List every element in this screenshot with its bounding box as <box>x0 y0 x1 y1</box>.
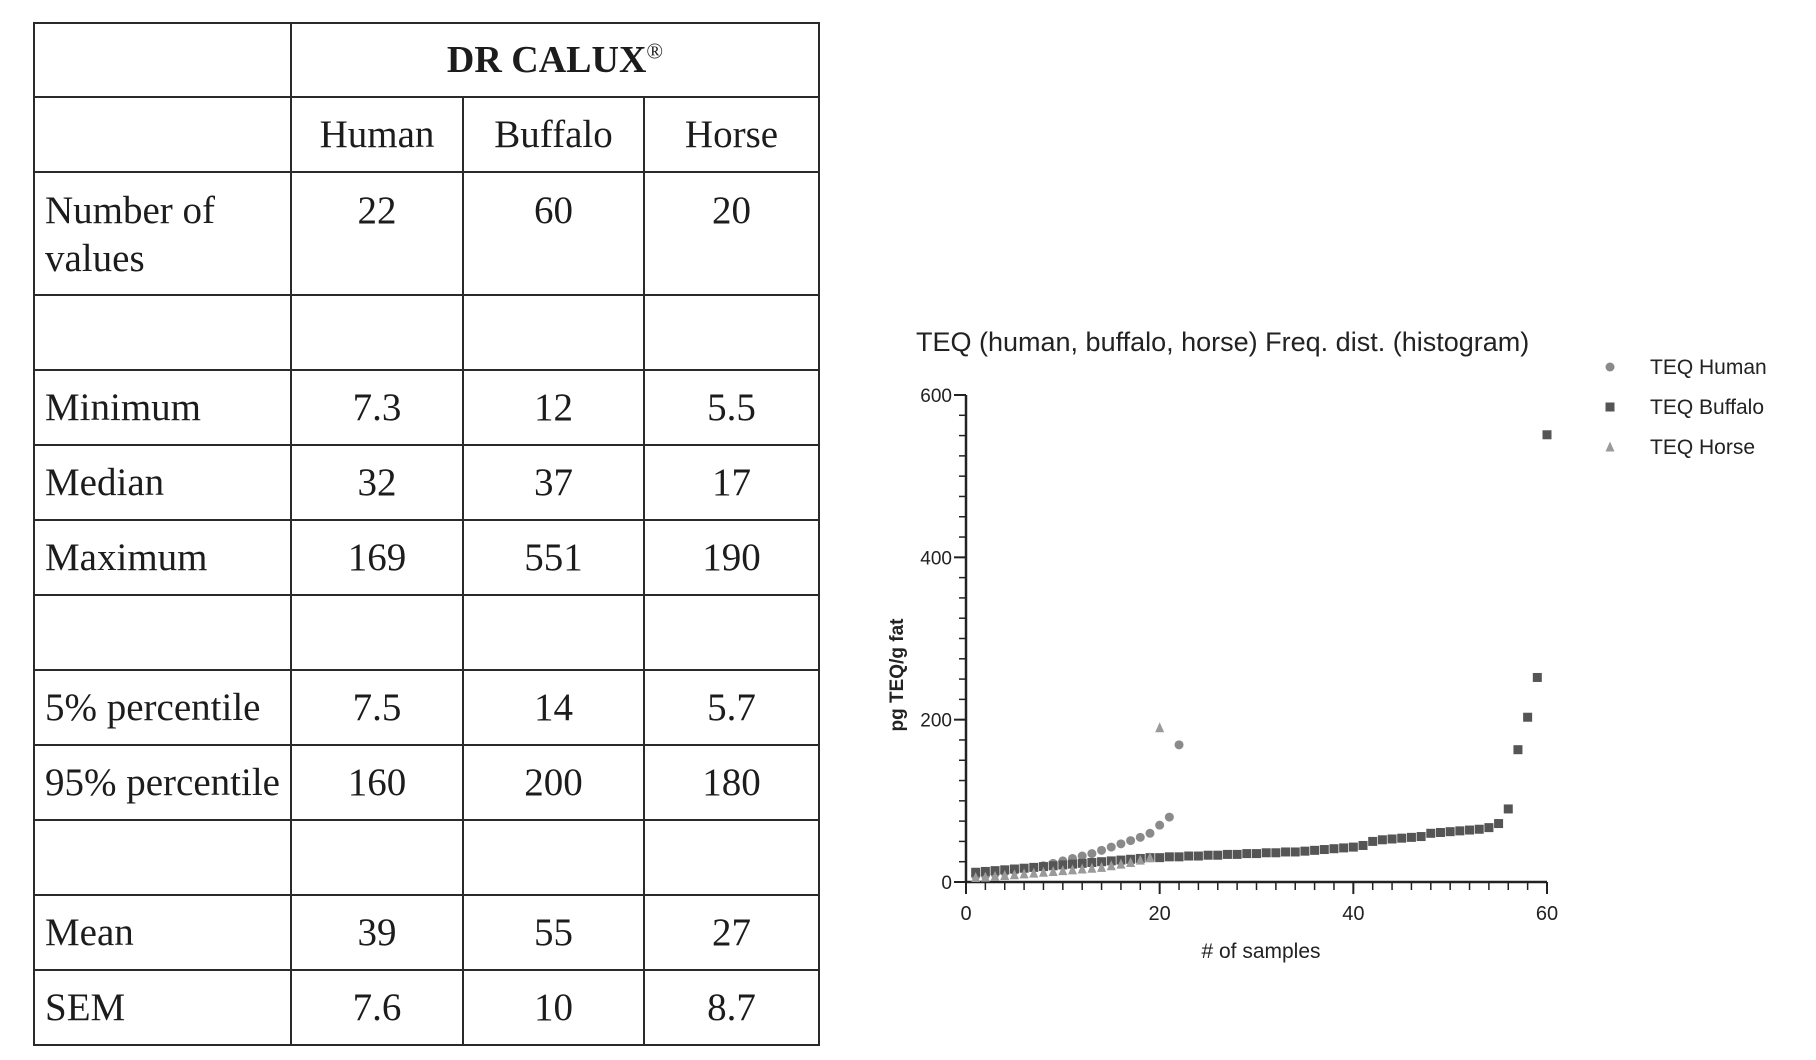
cell-human: 169 <box>291 520 463 595</box>
teq-buffalo-point <box>1233 850 1242 859</box>
cell-horse: 190 <box>644 520 819 595</box>
teq-buffalo-point <box>1213 851 1222 860</box>
teq-buffalo-point <box>1436 828 1445 837</box>
teq-buffalo-point <box>1359 841 1368 850</box>
column-header-buffalo: Buffalo <box>463 97 644 172</box>
y-axis-label: pg TEQ/g fat <box>887 618 908 732</box>
teq-buffalo-point <box>1465 826 1474 835</box>
cell-human: 39 <box>291 895 463 970</box>
teq-horse-point <box>1155 722 1164 732</box>
cell-horse: 27 <box>644 895 819 970</box>
teq-buffalo-point <box>1204 851 1213 860</box>
teq-buffalo-point <box>1271 848 1280 857</box>
spacer-cell <box>34 820 291 895</box>
teq-human-point <box>1126 836 1135 845</box>
cell-horse: 5.5 <box>644 370 819 445</box>
cell-horse: 20 <box>644 172 819 295</box>
teq-buffalo-point <box>1455 826 1464 835</box>
teq-buffalo-point <box>1223 850 1232 859</box>
row-label: Mean <box>34 895 291 970</box>
spacer-cell <box>291 820 463 895</box>
teq-buffalo-point <box>1300 847 1309 856</box>
cell-human: 7.5 <box>291 670 463 745</box>
teq-human-legend-label: TEQ Human <box>1650 356 1767 379</box>
teq-buffalo-point <box>1523 713 1532 722</box>
axes <box>920 386 1558 925</box>
cell-buffalo: 14 <box>463 670 644 745</box>
spacer-cell <box>644 295 819 370</box>
row-label: Minimum <box>34 370 291 445</box>
cell-buffalo: 200 <box>463 745 644 820</box>
y-tick-label: 400 <box>920 548 952 570</box>
cell-horse: 8.7 <box>644 970 819 1045</box>
teq-human-point <box>1155 821 1164 830</box>
teq-buffalo-point <box>1426 829 1435 838</box>
teq-buffalo-point <box>1349 843 1358 852</box>
x-tick-label: 60 <box>1535 903 1559 925</box>
teq-buffalo-point <box>1446 827 1455 836</box>
teq-buffalo-point <box>1262 848 1271 857</box>
statistics-table <box>33 22 820 1046</box>
spacer-cell <box>34 295 291 370</box>
teq-buffalo-point <box>1533 673 1542 682</box>
teq-human-point <box>1097 846 1106 855</box>
group-header-text: DR CALUX <box>446 39 647 81</box>
teq-buffalo-point <box>1155 853 1164 862</box>
teq-buffalo-point <box>1475 825 1484 834</box>
teq-buffalo-point <box>1329 844 1338 853</box>
column-header-horse: Horse <box>644 97 819 172</box>
x-tick-label: 20 <box>1148 903 1171 925</box>
cell-buffalo: 55 <box>463 895 644 970</box>
teq-human-legend-marker <box>1606 363 1615 372</box>
cell-buffalo: 37 <box>463 445 644 520</box>
row-label: Maximum <box>34 520 291 595</box>
cell-buffalo: 60 <box>463 172 644 295</box>
teq-human-point <box>1175 740 1184 749</box>
row-label: 5% percentile <box>34 670 291 745</box>
registered-mark: ® <box>646 38 664 64</box>
teq-buffalo-point <box>1281 847 1290 856</box>
teq-human-point <box>1165 813 1174 822</box>
x-axis-label: # of samples <box>1201 940 1321 963</box>
corner-cell-2 <box>34 97 291 172</box>
teq-buffalo-point <box>1407 833 1416 842</box>
data-points <box>971 430 1551 882</box>
spacer-cell <box>463 595 644 670</box>
teq-buffalo-point <box>1378 835 1387 844</box>
teq-buffalo-point <box>1417 832 1426 841</box>
cell-buffalo: 10 <box>463 970 644 1045</box>
row-label: Number of values <box>34 172 291 295</box>
teq-human-point <box>1116 839 1125 848</box>
cell-human: 22 <box>291 172 463 295</box>
teq-buffalo-point <box>1484 823 1493 832</box>
y-tick-label: 200 <box>920 710 952 732</box>
teq-human-point <box>1087 849 1096 858</box>
column-header-human: Human <box>291 97 463 172</box>
row-label: 95% percentile <box>34 745 291 820</box>
teq-human-point <box>1145 829 1154 838</box>
cell-buffalo: 12 <box>463 370 644 445</box>
teq-buffalo-point <box>1388 834 1397 843</box>
cell-human: 32 <box>291 445 463 520</box>
spacer-cell <box>34 595 291 670</box>
chart-title: TEQ (human, buffalo, horse) Freq. dist. (histogram) <box>916 327 1530 357</box>
spacer-cell <box>463 295 644 370</box>
x-tick-label: 0 <box>960 903 972 925</box>
y-tick-label: 600 <box>920 386 952 407</box>
teq-buffalo-point <box>1291 847 1300 856</box>
x-tick-label: 40 <box>1342 903 1365 925</box>
teq-buffalo-legend-marker <box>1606 403 1615 412</box>
teq-buffalo-point <box>1320 845 1329 854</box>
teq-buffalo-point <box>1339 843 1348 852</box>
teq-buffalo-point <box>1194 852 1203 861</box>
teq-buffalo-point <box>1368 837 1377 846</box>
cell-horse: 5.7 <box>644 670 819 745</box>
cell-horse: 180 <box>644 745 819 820</box>
teq-buffalo-point <box>1513 745 1522 754</box>
teq-buffalo-point <box>1252 849 1261 858</box>
teq-buffalo-point <box>1397 834 1406 843</box>
group-header <box>291 23 819 97</box>
row-label: Median <box>34 445 291 520</box>
cell-buffalo: 551 <box>463 520 644 595</box>
teq-buffalo-point <box>1494 819 1503 828</box>
teq-buffalo-point <box>1184 852 1193 861</box>
teq-buffalo-point <box>1242 849 1251 858</box>
teq-buffalo-point <box>1175 852 1184 861</box>
spacer-cell <box>291 595 463 670</box>
spacer-cell <box>463 820 644 895</box>
teq-human-point <box>1107 843 1116 852</box>
cell-human: 160 <box>291 745 463 820</box>
cell-human: 7.3 <box>291 370 463 445</box>
teq-horse-legend-label: TEQ Horse <box>1650 436 1756 459</box>
spacer-cell <box>291 295 463 370</box>
teq-buffalo-legend-label: TEQ Buffalo <box>1650 396 1765 419</box>
teq-human-point <box>1136 833 1145 842</box>
teq-horse-legend-marker <box>1606 442 1615 452</box>
teq-buffalo-point <box>1165 852 1174 861</box>
teq-buffalo-point <box>1310 846 1319 855</box>
teq-scatter-chart <box>870 310 1790 990</box>
y-tick-label: 0 <box>941 873 952 894</box>
legend <box>1606 356 1767 459</box>
spacer-cell <box>644 595 819 670</box>
spacer-cell <box>644 820 819 895</box>
teq-buffalo-point <box>1504 804 1513 813</box>
teq-buffalo-point <box>1543 430 1552 439</box>
corner-cell <box>34 23 291 97</box>
cell-human: 7.6 <box>291 970 463 1045</box>
row-label: SEM <box>34 970 291 1045</box>
cell-horse: 17 <box>644 445 819 520</box>
